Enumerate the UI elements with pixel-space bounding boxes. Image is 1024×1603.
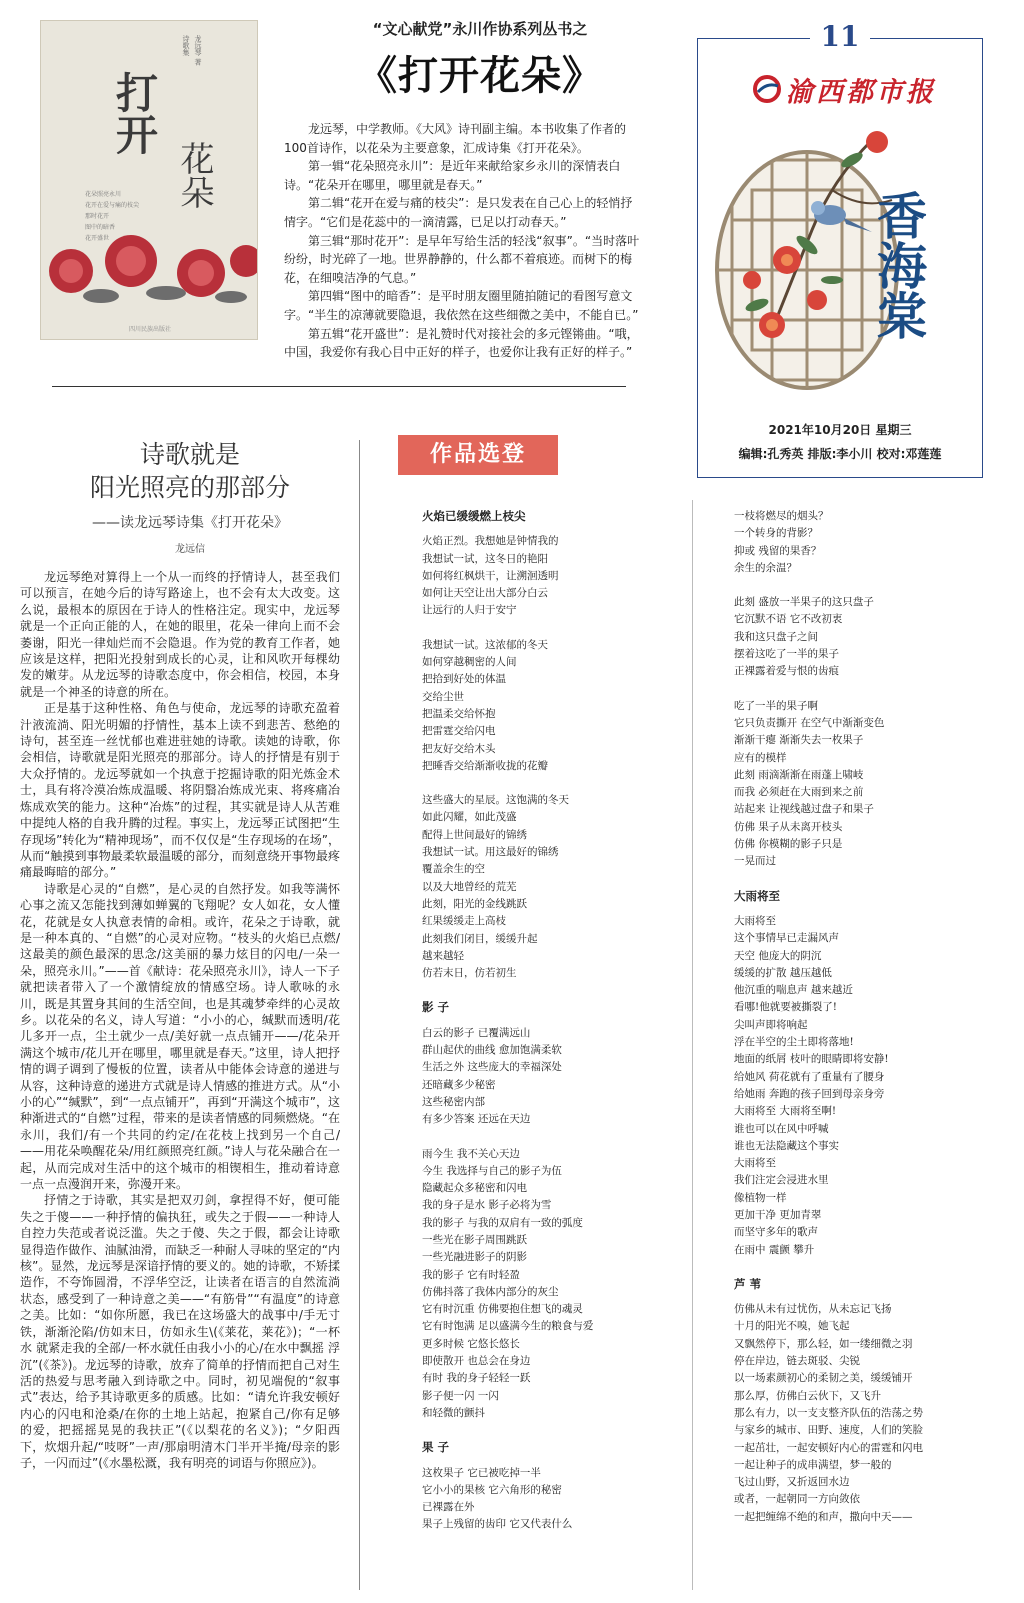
book-title: 《打开花朵》 — [357, 52, 603, 99]
article-title — [40, 438, 340, 504]
poem-line: 它有时饱满 足以盛满今生的粮食与爱 — [422, 1320, 594, 1333]
poem-line: 更多时候 它悠长悠长 — [422, 1337, 520, 1350]
article-subtitle: ——读龙远琴诗集《打开花朵》 — [92, 515, 288, 531]
poem-line: 余生的余温？ — [734, 561, 797, 574]
poem-line: 我的影子 与我的双肩有一致的弧度 — [422, 1216, 583, 1229]
poem-line: 缓缓的扩散 越压越低 — [734, 966, 832, 979]
poem-line: 它只负责撕开 在空气中渐渐变色 — [734, 716, 885, 729]
poem-stanza — [734, 698, 994, 871]
poem-line: 又飘然停下，那么轻，如一缕细微之羽 — [734, 1337, 913, 1350]
poem-line: 即使散开 也总会在身边 — [422, 1355, 531, 1368]
poem-stanza — [734, 913, 994, 1259]
poem-line: 仿若末日，仿若初生 — [422, 967, 517, 980]
poem-line: 一些光在影子周围跳跃 — [422, 1233, 527, 1246]
poem-line: 越来越轻 — [422, 949, 464, 962]
poem-line: 把友好交给木头 — [422, 742, 496, 755]
poem-line: 十月的阳光不嗅，她飞起 — [734, 1320, 850, 1333]
poem-line: 生活之外 这些庞大的幸福深处 — [422, 1061, 562, 1074]
poem-line: 这枚果子 它已被吃掉一半 — [422, 1466, 541, 1479]
poem-line: 配得上世间最好的锦绣 — [422, 828, 527, 841]
poems-column-middle — [422, 508, 684, 1542]
poem-line: 以及大地曾经的荒芜 — [422, 880, 517, 893]
poem-line: 谁也可以在风中呼喊 — [734, 1122, 829, 1135]
poem-line: 给她风 荷花就有了重量有了腰身 — [734, 1070, 885, 1083]
poem-line: 站起来 让视线越过盘子和果子 — [734, 803, 874, 816]
article-author: 龙远信 — [175, 544, 205, 555]
poem-line: 它小小的果核 它六角形的秘密 — [422, 1483, 562, 1496]
poem-line: 大雨将至 — [734, 1157, 776, 1170]
poem-line: 正裸露着爱与恨的齿痕 — [734, 665, 839, 678]
poem-stanza — [422, 1465, 684, 1534]
poem-line: 仿佛 果子从未离开枝头 — [734, 820, 843, 833]
series-label: “文心献党”永川作协系列丛书之 — [372, 20, 588, 38]
poem-line: 抑或 残留的果香？ — [734, 544, 822, 557]
poem-line: 浮在半空的尘土即将落地! — [734, 1036, 854, 1049]
poem-line: 那么有力，以一支支整齐队伍的浩荡之势 — [734, 1406, 923, 1419]
poem-line: 更加干净 更加青翠 — [734, 1208, 822, 1221]
poem-line: 雨今生 我不关心天边 — [422, 1147, 520, 1160]
book-introduction — [284, 120, 644, 362]
article-paragraph: 诗歌是心灵的“自燃”，是心灵的自然抒发。如我等满怀心事之流又怎能找到薄如蝉翼的飞翔呢？女人如花，女人懂花，花就是女人执意表情的命相。或许，花朵之于诗歌，就是一种本真的、“自燃”的心灵对应物。“枝头的火焰已点燃/这最美的颜色最深的思念/这美丽的暴力炫目的闪电/一朵一朵，照亮永川。”——首《献诗：花朵照亮永川》，诗人一下子就把读者带入了一个激情绽放的情感空场。诗人歌咏的永川，既是其置身其间的生活空间，也是其魂梦牵绊的心灵故乡。以花朵的名义，诗人写道：“小小的心，缄默而透明/花儿多开一点，尘土就少一点/美好就一点点铺开——/花朵开满这个城市/花儿开在哪里，哪里就是春天。”这里，诗人把抒情的调子调到了慢板的位置，读者从中能体会诗意的递进与从容，这种诗意的递进方式就是诗人情感的推进方式。从“小小的心”“缄默”，到“一点点铺开”，再到“开满这个城市”，这种渐进式的“自燃”过程，带来的是读者情感的同频燃烧。“在永川，我们/有一个共同的约定/在花枝上找到另一个自己/——用花朵唤醒花朵/用红颜照亮红颜。”诗人与花朵融合在一起，从而完成对生活中的这个城市的相锲相生，推动着诗意一点一点漫润开来，弥漫开来。 — [20, 881, 340, 1192]
cover-title-b: 花朵 — [174, 141, 214, 209]
cover-publisher: 四川民族出版社 — [128, 326, 171, 333]
newspaper-logo-icon — [752, 74, 782, 104]
poem-line: 飞过山野，又折返回水边 — [734, 1476, 850, 1489]
poem-line: 一些光融进影子的阴影 — [422, 1251, 527, 1264]
poem-stanza — [422, 1146, 684, 1423]
cover-contents-item: 那时花开 — [85, 213, 110, 220]
cover-contents-item: 图中的暗香 — [85, 224, 116, 231]
cover-contents-item: 花开在爱与痛的枝尖 — [85, 202, 140, 209]
poem-line: 还暗藏多少秘密 — [422, 1078, 496, 1091]
poem-line: 一起茁壮，一起安顿好内心的雷霆和闪电 — [734, 1441, 923, 1454]
poem-line: 有时 我的身子轻轻一跃 — [422, 1372, 531, 1385]
poem-line: 红果缓缓走上高枝 — [422, 915, 506, 928]
poem-line: 给她雨 奔跑的孩子回到母亲身旁 — [734, 1087, 885, 1100]
poem-stanza — [734, 508, 994, 577]
poem-line: 影子便一闪 一闪 — [422, 1389, 499, 1402]
article-title-line: 诗歌就是 — [139, 440, 240, 469]
peony-pattern-illustration — [41, 231, 258, 309]
article-paragraph: 龙远琴绝对算得上一个从一而终的抒情诗人，甚至我们可以预言，在她今后的诗写路途上，也不会有太大改变。这么说，最根本的原因在于诗人的性格注定。现实中，龙远琴就是一个正向正能的人，在她的眼里，花朵一律向上而不会萎谢，阳光一律灿烂而不会隐退。作为党的教育工作者，她应该是这样，把阳光投射到成长的心灵，让和风吹开每棵幼发的嫩芽。从龙远琴的诗歌态度中，你会相信，校园，本身就是一个神圣的诗意的所在。 — [20, 570, 340, 699]
article-paragraph: 正是基于这种性格、角色与使命，龙远琴的诗歌充盈着汁液流淌、阳光明媚的抒情性，基本上读不到悲苦、愁绝的诗句，甚至连一丝忧郁也难进驻她的诗歌。读她的诗歌，你会相信，诗歌就是阳光照亮的那部分。诗人的抒情是有别于大众抒情的。龙远琴就如一个执意于挖掘诗歌的阳光炼金术士，具有将冷漠冶炼成温暖、将阴翳冶炼成光束、将疼痛冶炼成欢笑的能力。这种“冶炼”的过程，其实就是诗人从苦难中提纯人格的自我升腾的过程。事实上，龙远琴正试图把“生存现场”转化为“精神现场”，而不仅仅是“生存现场的在场”，从而“触摸到事物最柔软最温暖的部分，而刻意绕开事物最疼痛最晦暗的部分。” — [20, 701, 340, 880]
poem-line: 我想试一试。用这最好的锦绣 — [422, 846, 559, 859]
poem-line: 渐渐干瘪 渐渐失去一枚果子 — [734, 734, 864, 747]
poem-stanza — [734, 594, 994, 680]
poem-line: 他沉重的喘息声 越来越近 — [734, 984, 853, 997]
poem-line: 以一场素颜初心的柔韧之美，缓缓铺开 — [734, 1372, 913, 1385]
poem-line: 这些盛大的星辰。这饱满的冬天 — [422, 794, 569, 807]
poem-line: 一起让种子的成串满望，梦一般的 — [734, 1458, 892, 1471]
issue-date: 2021年10月20日 星期三 — [768, 423, 912, 437]
poem-line: 这些秘密内部 — [422, 1095, 485, 1108]
poem-line: 群山起伏的曲线 愈加饱满柔软 — [422, 1044, 562, 1057]
article-body — [20, 569, 340, 1471]
poem-line: 把拾到好处的体温 — [422, 673, 506, 686]
intro-paragraph: 第二辑“花开在爱与痛的枝尖”：是只发表在自己心上的轻悄抒情字。“它们是花蕊中的一滴清露，已足以打动春天。” — [284, 196, 633, 229]
poem-stanza — [422, 533, 684, 619]
poem-line: 让远行的人归于安宁 — [422, 604, 517, 617]
poem-line: 应有的模样 — [734, 751, 787, 764]
article-paragraph: 抒情之于诗歌，其实是把双刃剑，拿捏得不好，便可能失之于傻——一种抒情的偏执狂，或失之于假——一种诗人自控力失范或者说泛滥。失之于傻、失之于假，都会让诗歌显得造作做作、油腻油滑，而缺乏一种耐人寻味的坚定的“内核”。显然，龙远琴是深谙抒情的要义的。她的诗歌，不矫揉造作，不夸饰圆滑，不浮华空泛，让读者在语言的自然流淌状态，感受到了一种诗意之美——“有筋骨”“有温度”的诗意之美。比如：“如你所愿，我已在这场盛大的战事中/手无寸铁，渐渐沦陷/仿如末日，仿如永生\(《莱花，莱花》)；“一杯水 就紧走我的全部/一杯水就任由我小小的心/在水中飘摇 浮沉”(《茶》)。龙远琴的诗歌，放弃了简单的抒情而把自己对生活的热爱与思考融入到诗歌之中。同时，初见端倪的“叙事式”表达，给予其诗歌更多的质感。比如：“请允许我安顿好内心的闪电和沧桑/在你的土地上站起，抱紧自己/你有足够的爱，把摇摇晃晃的我扶正”(《以梨花的名义》)；“夕阳西下，炊烟升起/“吱呀”一声/那扇明清木门半开半掩/母亲的影子，一闪而过”(《水墨松溉，我有明亮的词语与你照应》)。 — [20, 1193, 340, 1470]
poem-line: 把雷霆交给闪电 — [422, 725, 496, 738]
poem-line: 尖叫声即将响起 — [734, 1018, 808, 1031]
poem-line: 大雨将至 — [734, 914, 776, 927]
cover-author: 龙远琴 著 — [194, 35, 202, 66]
poem-line: 大雨将至 大雨将至啊! — [734, 1105, 837, 1118]
poem-stanza — [422, 637, 684, 775]
poem-stanza — [734, 1301, 994, 1526]
poem-line: 火焰正烈。我想她是钟情我的 — [422, 535, 559, 548]
poem-stanza — [422, 1025, 684, 1129]
poem-line: 或者，一起朝同一方向敛依 — [734, 1493, 860, 1506]
staff-credits: 编辑:孔秀英 排版:李小川 校对:邓莲莲 — [738, 447, 942, 461]
poem-line: 谁也无法隐藏这个事实 — [734, 1139, 839, 1152]
cover-contents-item: 花开盛世 — [85, 235, 110, 242]
poem-line: 交给尘世 — [422, 690, 464, 703]
poem-line: 一晃而过 — [734, 855, 776, 868]
poem-title: 火焰已缓缓燃上枝尖 — [422, 509, 526, 523]
poem-line: 隐藏起众多秘密和闪电 — [422, 1182, 527, 1195]
intro-paragraph: 龙远琴，中学教师。《大风》诗刊副主编。本书收集了作者的100首诗作，以花朵为主要意象，汇成诗集《打开花朵》。 — [284, 122, 627, 155]
poem-line: 它有时沉重 仿佛要抱住想飞的魂灵 — [422, 1303, 583, 1316]
poem-line: 在雨中 震颤 攀升 — [734, 1243, 815, 1256]
poem-line: 一枝将燃尽的烟头？ — [734, 510, 829, 522]
poem-line: 吃了一半的果子啊 — [734, 699, 818, 712]
poem-line: 我的身子是水 影子必将为雪 — [422, 1199, 552, 1212]
poem-line: 地面的纸屑 枝叶的眼睛即将安静! — [734, 1053, 889, 1066]
poem-line: 我的影子 它有时轻盈 — [422, 1268, 520, 1281]
poem-line: 我想试一试。这浓郁的冬天 — [422, 638, 548, 651]
horizontal-divider — [52, 386, 626, 387]
poem-line: 看哪!他就要被撕裂了! — [734, 1001, 837, 1014]
poem-line: 和轻微的颤抖 — [422, 1406, 485, 1419]
poem-line: 与家乡的城市、田野、速度，人们的笑脸 — [734, 1424, 923, 1437]
poem-line: 有多少答案 还远在天边 — [422, 1113, 531, 1126]
poem-line: 仿佛 你模糊的影子只是 — [734, 838, 843, 851]
poem-line: 这个事情早已走漏风声 — [734, 932, 839, 945]
poem-line: 此刻我们闭目，缓缓升起 — [422, 932, 538, 945]
poem-line: 此刻，阳光的金线跳跃 — [422, 897, 527, 910]
poem-line: 覆盖余生的空 — [422, 863, 485, 876]
poem-line: 我想试一试，这冬日的艳阳 — [422, 552, 548, 565]
poem-line: 如何穿越稠密的人间 — [422, 656, 517, 669]
article-title-line: 阳光照亮的那部分 — [89, 473, 290, 502]
poem-line: 把睡香交给渐渐收拢的花瓣 — [422, 759, 548, 772]
poem-line: 仿佛从未有过忧伤，从未忘记飞扬 — [734, 1303, 892, 1316]
poem-line: 我们注定会浸进水里 — [734, 1174, 829, 1187]
poem-line: 今生 我选择与自己的影子为伍 — [422, 1164, 562, 1177]
column-divider — [692, 500, 693, 1590]
intro-paragraph: 第一辑“花朵照亮永川”：是近年来献给家乡永川的深情表白诗。“花朵开在哪里，哪里就是春天。” — [284, 159, 621, 192]
poem-title: 芦 苇 — [734, 1276, 762, 1291]
poem-stanza — [422, 792, 684, 982]
intro-paragraph: 第五辑“花开盛世”：是礼赞时代对接社会的多元铿锵曲。“哦，中国，我爱你有我心目中正好的样子，也爱你让我有正好的样子。” — [284, 326, 639, 360]
cover-contents-item: 花朵照亮永川 — [85, 191, 122, 198]
poem-line: 仿佛抖落了我体内部分的灰尘 — [422, 1285, 559, 1298]
poem-line: 停在岸边，链去斑驳、尖锐 — [734, 1355, 860, 1368]
poem-title: 大雨将至 — [734, 888, 780, 903]
poem-line: 一起把缠绵不绝的和声，撒向中天—— — [734, 1510, 913, 1523]
poem-line: 如此闪耀，如此茂盛 — [422, 811, 517, 824]
poem-line: 它沉默不语 它不改初衷 — [734, 613, 843, 626]
poem-line: 此刻 雨滴渐渐在雨蓬上啸岐 — [734, 768, 864, 781]
poem-title: 果 子 — [422, 1440, 450, 1455]
cover-title-a: 打开 — [110, 71, 159, 155]
column-divider — [359, 440, 360, 1590]
poem-line: 摆着这吃了一半的果子 — [734, 648, 839, 661]
poem-line: 天空 他庞大的阴沉 — [734, 949, 822, 962]
poem-line: 白云的影子 已覆满远山 — [422, 1026, 531, 1039]
poem-line: 已裸露在外 — [422, 1501, 475, 1514]
poem-line: 像植物一样 — [734, 1191, 787, 1204]
section-banner: 作品选登 — [398, 435, 558, 475]
intro-paragraph: 第三辑“那时花开”：是早年写给生活的轻浅“叙事”。“当时落叶纷纷，时光碎了一地。世界静静的，什么都不着痕迹。而树下的梅花，在细嗅洁净的气息。” — [284, 233, 640, 285]
page-number: 11 — [810, 20, 870, 53]
poem-line: 如何将红枫烘干，让溯洄透明 — [422, 569, 559, 582]
poem-line: 果子上残留的齿印 它又代表什么 — [422, 1518, 573, 1531]
intro-paragraph: 第四辑“图中的暗香”：是平时朋友圈里随拍随记的看图写意文字。“半生的凉薄就要隐退，我依然在这些细微之美中，不能自已。” — [284, 289, 639, 322]
cover-genre: 诗歌集 — [182, 35, 190, 56]
poem-line: 如何让天空让出大部分白云 — [422, 587, 548, 600]
poem-line: 我和这只盘子之间 — [734, 630, 818, 643]
poem-title: 影 子 — [422, 1000, 450, 1015]
newspaper-name: 渝西都市报 — [786, 77, 936, 108]
poem-line: 此刻 盛放一半果子的这只盘子 — [734, 596, 874, 609]
poems-column-right — [734, 508, 994, 1534]
column-name: 香海棠 — [869, 190, 928, 340]
book-cover-image — [40, 20, 258, 340]
poem-line: 那么厚，仿佛白云伙下，又飞升 — [734, 1389, 881, 1402]
poem-line: 而我 必须赶在大雨到来之前 — [734, 786, 864, 799]
poem-line: 而坚守多年的歌声 — [734, 1226, 818, 1239]
poem-line: 把温柔交给怀抱 — [422, 707, 496, 720]
poem-line: 一个转身的背影？ — [734, 527, 818, 540]
